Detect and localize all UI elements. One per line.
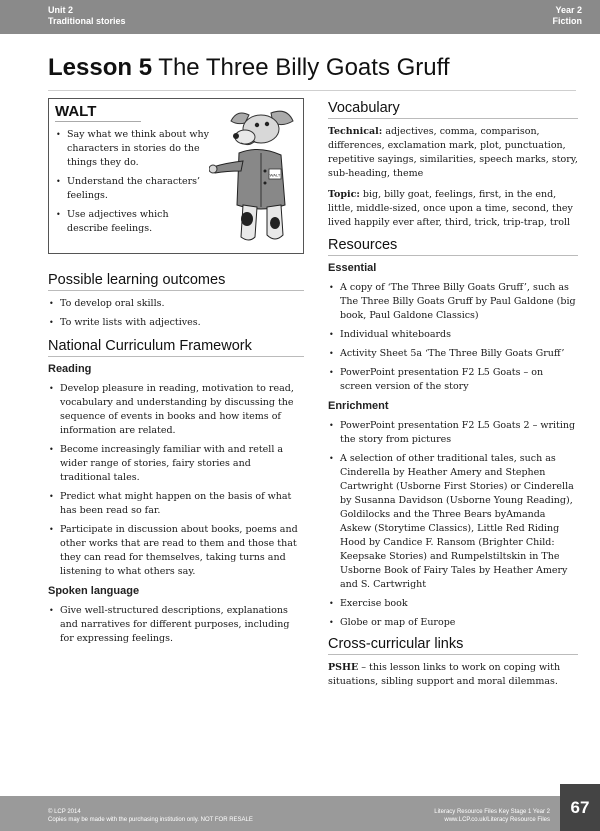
essential-item: • Individual whiteboards [328, 328, 578, 342]
website-link: www.LCP.co.uk/Literacy Resource Files [444, 817, 550, 823]
essential-item: • A copy of ‘The Three Billy Goats Gruff’, such as The Three Billy Goats Gruff by Paul Galdone (big book, Paul Galdone Classics) [328, 281, 578, 323]
outcome-item: • To write lists with adjectives. [48, 316, 304, 330]
walt-heading: WALT [55, 103, 141, 122]
reading-heading: Reading [48, 363, 92, 375]
header-right [553, 5, 583, 27]
outcomes-heading: Possible learning outcomes [48, 272, 304, 291]
curriculum-heading: National Curriculum Framework [48, 338, 304, 357]
vocabulary-heading: Vocabulary [328, 100, 578, 119]
year-label: Year 2 [555, 5, 582, 15]
series-name: Literacy Resource Files Key Stage 1 Year 2 [434, 809, 550, 815]
walt-item: • Understand the characters’ feelings. [55, 175, 211, 203]
spoken-heading: Spoken language [48, 585, 140, 597]
topic-label: Topic: [328, 189, 360, 200]
walt-item: • Use adjectives which describe feelings. [55, 208, 211, 236]
header-bar [0, 0, 600, 34]
enrichment-heading: Enrichment [328, 400, 389, 412]
svg-text:WALT: WALT [269, 172, 281, 178]
topic-vocabulary [328, 188, 578, 230]
enrichment-item: • A selection of other traditional tales, such as Cinderella by Heather Amery and Stephen Cartwright (Usborne First Stories) or Cinderella by Susanna Davidson (Usborne Young Reading), Goldilocks and the Three Bears byAmanda Askew (Storytime Classics), Little Red Riding Hood by Candice F. Ransom (Brighter Child: Keepsake Stories) and Rumpelstiltskin in The Usborne Book of Fairy Tales by Heather Amery and S. Cartwright [328, 452, 578, 592]
walt-box [48, 98, 304, 254]
cross-curricular-heading: Cross-curricular links [328, 636, 578, 655]
essential-item: • PowerPoint presentation F2 L5 Goats – on screen version of the story [328, 366, 578, 394]
lesson-number: Lesson 5 [48, 54, 153, 81]
reading-item: • Become increasingly familiar with and retell a wider range of stories, fairy stories and traditional tales. [48, 443, 304, 485]
title-divider [48, 90, 576, 91]
left-column [48, 98, 304, 651]
unit-label: Unit 2 [48, 5, 74, 15]
essential-item: • Activity Sheet 5a ‘The Three Billy Goats Gruff’ [328, 347, 578, 361]
essential-heading: Essential [328, 262, 377, 274]
pshe-text: – this lesson links to work on coping with situations, sibling support and moral dilemmas. [328, 662, 561, 687]
enrichment-item: • Globe or map of Europe [328, 616, 578, 630]
reading-item: • Participate in discussion about books, poems and other works that are read to them and those that they can read for themselves, taking turns and listening to what others say. [48, 523, 304, 579]
spoken-list [48, 604, 304, 646]
right-column [328, 100, 578, 689]
lesson-name: The Three Billy Goats Gruff [158, 54, 450, 81]
enrichment-item: • PowerPoint presentation F2 L5 Goats 2 – writing the story from pictures [328, 419, 578, 447]
copy-note: Copies may be made with the purchasing institution only. NOT FOR RESALE [48, 817, 253, 823]
cross-curricular-text [328, 661, 578, 689]
genre-label: Fiction [552, 16, 582, 26]
page-title [48, 54, 450, 82]
outcomes-list [48, 297, 304, 330]
topic-text: big, billy goat, feelings, first, in the end, little, middle-sized, once upon a time, second, they lived happily ever after, third, trick, trip-trap, troll [328, 189, 573, 228]
curriculum-section [48, 338, 304, 646]
outcomes-section [48, 272, 304, 330]
enrichment-list [328, 419, 578, 630]
goat-mascot-illustration [209, 105, 301, 249]
section-label: Traditional stories [48, 16, 126, 26]
page-number: 67 [560, 784, 600, 831]
spoken-item: • Give well-structured descriptions, explanations and narratives for different purposes, including for expressing feelings. [48, 604, 304, 646]
footer-bar [0, 796, 600, 831]
walt-list [55, 128, 211, 236]
pshe-label: PSHE [328, 662, 359, 673]
walt-item: • Say what we think about why characters in stories do the things they do. [55, 128, 211, 170]
enrichment-item: • Exercise book [328, 597, 578, 611]
footer-right [434, 808, 550, 824]
reading-list [48, 382, 304, 579]
copyright: © LCP 2014 [48, 809, 81, 815]
resources-heading: Resources [328, 237, 578, 256]
essential-list [328, 281, 578, 394]
reading-item: • Develop pleasure in reading, motivation to read, vocabulary and understanding by discussing the sequence of events in books and how items of information are related. [48, 382, 304, 438]
technical-text: adjectives, comma, comparison, differences, exclamation mark, plot, punctuation, repetitive sayings, similarities, speech marks, story, sub-heading, theme [328, 126, 578, 179]
technical-label: Technical: [328, 126, 383, 137]
technical-vocabulary [328, 125, 578, 181]
reading-item: • Predict what might happen on the basis of what has been read so far. [48, 490, 304, 518]
header-left [48, 5, 126, 27]
footer-left [48, 808, 253, 824]
outcome-item: • To develop oral skills. [48, 297, 304, 311]
